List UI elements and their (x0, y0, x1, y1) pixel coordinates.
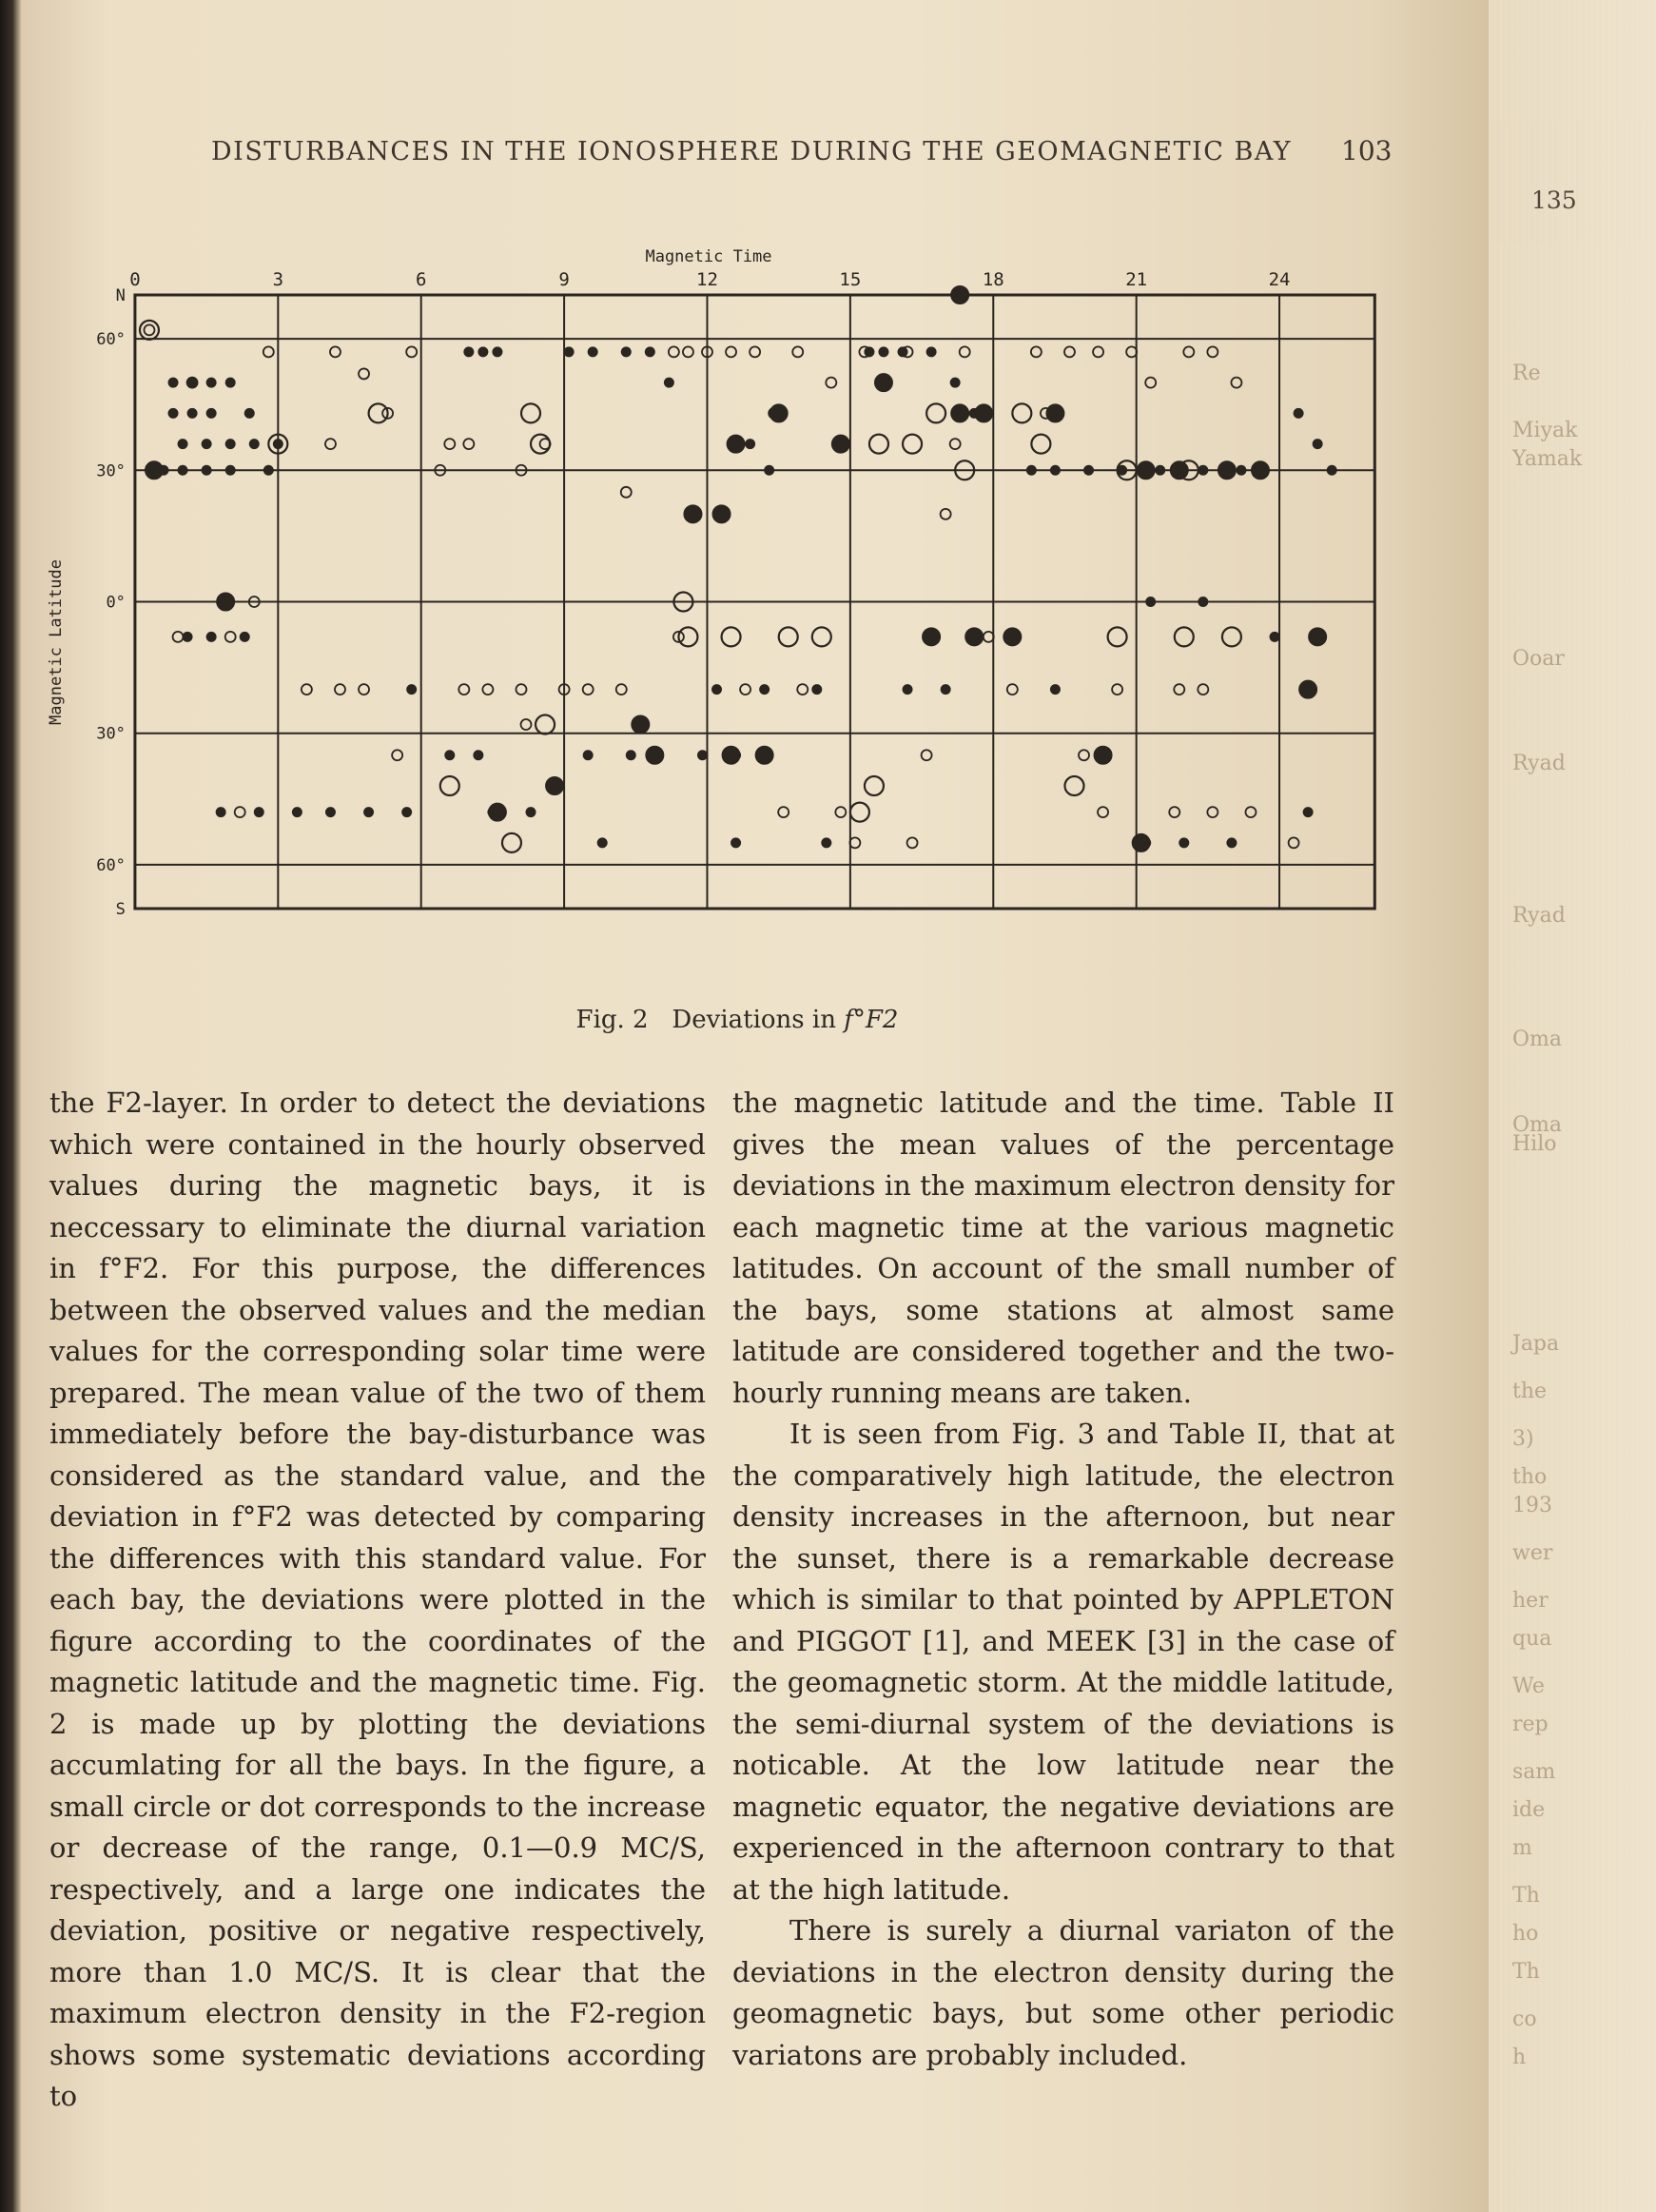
data-point-large-filled (1218, 461, 1236, 480)
data-point-large-open (502, 833, 521, 852)
data-point-small-filled (254, 808, 263, 817)
data-point-large-filled (770, 404, 788, 422)
data-point-large-open (722, 627, 741, 646)
page (21, 0, 1486, 2212)
data-point-large-open (1031, 435, 1050, 454)
ghost-margin-text: tho (1512, 1465, 1548, 1489)
data-point-small-filled (765, 465, 774, 475)
data-point-small-filled (183, 632, 192, 641)
data-point-small-filled (588, 347, 597, 357)
data-point-large-filled (831, 435, 849, 453)
data-point-small-filled (1050, 465, 1060, 475)
data-point-large-filled (1046, 404, 1064, 422)
paragraph: the F2-layer. In order to detect the deviations which were contained in the hourly observed values during the magnetic bays, it is neccessary to eliminate the diurnal variation in f°F2. For this purpose, the differences between the observed values and the median values for the corresponding solar time were prepared. The mean value of the two of them immediately before the bay-disturbance was considered as the standard value, and the deviation in f°F2 was detected by comparing the differences with this standard value. For each bay, the deviations were plotted in the figure according to the coordinates of the magnetic latitude and the magnetic time. Fig. 2 is made up by plotting the deviations accumlating for all the bays. In the figure, a small circle or dot corresponds to the increase or decrease of the range, 0.1—0.9 MC/S, respectively, and a large one indicates the deviation, positive or negative respectively, more than 1.0 MC/S. It is clear that the maximum electron density in the F2-region shows some systematic deviations according to (49, 1086, 706, 2112)
data-point-small-open (235, 807, 245, 817)
data-point-small-filled (464, 347, 474, 357)
data-point-small-filled (244, 408, 254, 418)
data-point-small-open (1231, 378, 1241, 388)
data-point-large-open (1012, 403, 1031, 422)
data-point-small-filled (1270, 632, 1279, 641)
data-point-large-filled (546, 777, 564, 795)
data-point-small-open (669, 346, 679, 357)
data-point-small-open (1169, 807, 1179, 817)
data-point-small-open (960, 346, 970, 357)
ghost-margin-text: Ryad (1512, 752, 1566, 775)
data-point-small-open (740, 684, 750, 695)
caption-prefix: Fig. 2 (575, 1006, 649, 1034)
data-point-small-filled (249, 440, 259, 449)
data-point-large-filled (145, 461, 163, 480)
data-point-small-filled (1084, 465, 1094, 475)
data-point-small-open (1064, 346, 1075, 357)
data-point-large-filled (755, 746, 773, 764)
data-point-small-open (797, 684, 808, 695)
data-point-large-filled (951, 286, 969, 304)
data-point-small-open (1007, 684, 1018, 695)
paragraph: the magnetic latitude and the time. Table II gives the mean values of the percentage deviations in the maximum electron density for each magnetic time at the various magnetic latitudes. On account of the small number of the bays, some stations at almost same latitude are considered together and the two-hourly running means are taken. (732, 1086, 1394, 1409)
ghost-margin-text: Ooar (1512, 647, 1565, 671)
data-point-small-open (359, 368, 369, 379)
data-point-large-filled (975, 404, 993, 422)
data-point-small-open (463, 439, 474, 449)
data-point-large-filled (1132, 833, 1150, 852)
data-point-small-filled (187, 408, 197, 418)
data-point-large-open (1175, 627, 1194, 646)
data-point-large-filled (1170, 461, 1188, 480)
data-point-large-open (850, 803, 869, 822)
x-tick-label: 0 (129, 269, 141, 290)
data-point-small-filled (263, 465, 273, 475)
data-point-small-filled (1303, 808, 1313, 817)
data-point-small-filled (493, 347, 502, 357)
data-point-large-filled (951, 404, 969, 422)
data-point-large-filled (965, 628, 984, 646)
data-point-small-filled (445, 751, 455, 760)
y-tick-label: S (115, 900, 126, 919)
data-point-large-open (869, 435, 888, 454)
data-point-small-open (520, 719, 531, 730)
data-point-small-filled (178, 440, 187, 449)
data-point-small-filled (564, 347, 574, 357)
data-point-small-filled (583, 751, 593, 760)
figure-caption (57, 1006, 1417, 1034)
data-point-large-filled (923, 628, 941, 646)
ghost-margin-text: Oma (1512, 1113, 1563, 1137)
data-point-small-filled (1227, 838, 1237, 848)
data-point-small-filled (206, 632, 216, 641)
data-point-small-open (406, 346, 417, 357)
x-tick-label: 6 (415, 269, 427, 290)
data-point-small-filled (1237, 465, 1246, 475)
ghost-margin-text: Oma (1512, 1028, 1563, 1051)
data-point-small-open (516, 684, 526, 695)
data-point-small-filled (1050, 685, 1060, 695)
data-point-small-open (1289, 837, 1299, 848)
data-point-large-open (440, 776, 459, 795)
data-point-small-filled (1156, 465, 1165, 475)
ghost-margin-text: m (1512, 1836, 1532, 1860)
data-point-small-filled (187, 378, 197, 387)
ghost-margin-text: Japa (1512, 1332, 1560, 1356)
next-page-ghost-text (1493, 0, 1655, 2212)
data-point-small-open (1198, 684, 1208, 695)
ghost-margin-text: the (1512, 1380, 1548, 1403)
data-point-small-filled (526, 808, 536, 817)
ghost-margin-text: Miyak (1512, 419, 1578, 442)
data-point-small-open (444, 439, 455, 449)
data-point-small-filled (731, 838, 741, 848)
data-point-small-filled (225, 465, 235, 475)
ghost-margin-text: We (1512, 1674, 1545, 1698)
data-point-small-open (1245, 807, 1256, 817)
ghost-margin-text: wer (1512, 1541, 1553, 1565)
data-point-small-open (330, 346, 341, 357)
ghost-margin-text: h (1512, 2046, 1527, 2069)
ghost-margin-text: co (1512, 2007, 1537, 2031)
data-point-small-open (335, 684, 345, 695)
data-point-small-filled (478, 347, 488, 357)
y-tick-label: 30° (96, 724, 126, 744)
data-point-large-filled (217, 593, 235, 611)
data-point-large-open (903, 435, 922, 454)
data-point-small-filled (206, 378, 216, 387)
body-left-column (49, 1083, 706, 2118)
data-point-small-open (778, 807, 789, 817)
data-point-large-filled (722, 746, 740, 764)
data-point-small-open (1098, 807, 1108, 817)
ghost-margin-text: Re (1512, 362, 1541, 385)
data-point-small-open (726, 346, 736, 357)
data-point-small-open (792, 346, 803, 357)
data-point-large-open (812, 627, 831, 646)
data-point-small-filled (1198, 597, 1208, 607)
figure-2 (47, 243, 1417, 1034)
data-point-small-open (616, 684, 627, 695)
data-point-small-filled (645, 347, 654, 357)
data-point-small-open (835, 807, 846, 817)
data-point-small-open (907, 837, 918, 848)
data-point-large-open (1222, 627, 1241, 646)
paragraph: It is seen from Fig. 3 and Table II, that at the comparatively high latitude, the electron density increases in the afternoon, but near the sunset, there is a remarkable decrease which is similar to that pointed by APPLETON and PIGGOT [1], and MEEK [3] in the case of the geomagnetic storm. At the middle latitude, the semi-diurnal system of the deviations is noticable. At the low latitude near the magnetic equator, the negative deviations are experienced in the afternoon contrary to that at the high latitude. (732, 1418, 1394, 1906)
data-point-small-filled (941, 685, 950, 695)
data-point-large-open (1108, 627, 1127, 646)
data-point-small-filled (1294, 408, 1303, 418)
data-point-small-open (225, 632, 236, 642)
data-point-small-filled (746, 440, 755, 449)
data-point-large-open (536, 715, 555, 734)
ghost-margin-text: her (1512, 1589, 1549, 1613)
data-point-small-filled (273, 440, 282, 449)
data-point-large-open (369, 403, 388, 422)
data-point-large-open (926, 403, 945, 422)
data-point-small-open (359, 684, 369, 695)
caption-symbol: f°F2 (844, 1006, 899, 1034)
ghost-margin-text: ho (1512, 1922, 1539, 1946)
y-axis-title: Magnetic Latitude (47, 559, 66, 725)
data-point-small-filled (168, 408, 178, 418)
x-tick-label: 9 (558, 269, 570, 290)
page-number: 103 (1341, 135, 1393, 166)
data-point-small-open (144, 324, 154, 335)
data-point-small-filled (950, 378, 960, 387)
data-point-large-open (678, 627, 697, 646)
data-point-small-open (849, 837, 860, 848)
ghost-margin-text: Th (1512, 1960, 1540, 1984)
data-point-large-open (865, 776, 884, 795)
data-point-small-filled (1146, 597, 1156, 607)
data-point-large-filled (1137, 461, 1155, 480)
data-point-small-filled (168, 378, 178, 387)
caption-text: Deviations in (672, 1006, 836, 1034)
ghost-margin-text: rep (1512, 1713, 1549, 1736)
data-point-small-filled (621, 347, 631, 357)
paragraph: There is surely a diurnal variaton of the deviations in the electron density during the geomagnetic bays, but some other periodic variatons are probably included. (732, 1914, 1394, 2071)
data-point-small-filled (926, 347, 936, 357)
data-point-small-open (1145, 378, 1156, 388)
data-point-small-open (1079, 750, 1089, 760)
y-tick-label: 60° (96, 330, 126, 350)
data-point-small-filled (597, 838, 607, 848)
running-head: DISTURBANCES IN THE IONOSPHERE DURING THE GEOMAGNETIC BAY (211, 137, 1293, 166)
data-point-small-filled (240, 632, 249, 641)
x-axis-title: Magnetic Time (645, 247, 772, 266)
ghost-margin-text: qua (1512, 1627, 1552, 1651)
data-point-large-filled (1003, 628, 1022, 646)
data-point-small-filled (626, 751, 635, 760)
next-page-number: 135 (1531, 186, 1577, 214)
data-point-small-filled (225, 378, 235, 387)
data-point-large-filled (488, 803, 506, 821)
ghost-margin-text: ide (1512, 1798, 1546, 1822)
x-tick-label: 3 (272, 269, 284, 290)
data-point-small-filled (712, 685, 722, 695)
data-point-small-open (302, 684, 312, 695)
book-spine (0, 0, 21, 2212)
ghost-margin-text: sam (1512, 1760, 1556, 1784)
data-point-small-filled (1026, 465, 1036, 475)
data-point-small-filled (903, 685, 912, 695)
deviation-scatter-chart (47, 243, 1417, 994)
x-tick-label: 18 (982, 269, 1004, 290)
data-point-small-filled (474, 751, 483, 760)
data-point-small-open (941, 509, 951, 519)
data-point-small-filled (812, 685, 822, 695)
data-point-small-filled (879, 347, 888, 357)
data-point-large-filled (684, 505, 702, 523)
data-point-small-open (1207, 807, 1218, 817)
data-point-small-filled (1313, 440, 1322, 449)
x-tick-label: 15 (839, 269, 862, 290)
data-point-small-filled (898, 347, 907, 357)
data-point-small-filled (178, 465, 187, 475)
data-point-large-filled (712, 505, 731, 523)
data-point-small-open (1031, 346, 1042, 357)
data-point-large-open (779, 627, 798, 646)
data-point-small-filled (1327, 465, 1336, 475)
data-point-small-open (621, 487, 632, 498)
data-point-small-open (458, 684, 469, 695)
data-point-small-open (392, 750, 402, 760)
data-point-large-filled (1309, 628, 1327, 646)
data-point-small-open (922, 750, 932, 760)
data-point-large-filled (1299, 680, 1317, 698)
ghost-margin-text: Hilo (1512, 1132, 1557, 1156)
ghost-margin-text: 3) (1512, 1427, 1534, 1451)
data-point-large-filled (874, 374, 892, 392)
data-point-small-open (683, 346, 693, 357)
ghost-margin-text: Yamak (1512, 447, 1583, 471)
data-point-small-open (1126, 346, 1137, 357)
ghost-margin-text: Ryad (1512, 904, 1566, 928)
data-point-small-open (325, 439, 336, 449)
y-tick-label: N (115, 286, 126, 305)
ghost-margin-text: 193 (1512, 1494, 1552, 1517)
data-point-small-filled (402, 808, 412, 817)
data-point-small-filled (407, 685, 417, 695)
data-point-small-filled (1179, 838, 1189, 848)
data-point-large-filled (632, 715, 650, 734)
data-point-small-filled (292, 808, 302, 817)
data-point-large-open (1064, 776, 1083, 795)
data-point-large-filled (1252, 461, 1270, 480)
data-point-small-open (984, 632, 994, 642)
x-tick-label: 24 (1268, 269, 1291, 290)
data-point-small-filled (822, 838, 831, 848)
data-point-small-filled (697, 751, 707, 760)
data-point-small-open (1183, 346, 1194, 357)
y-tick-label: 30° (96, 461, 126, 481)
body-right-column (732, 1083, 1394, 2076)
data-point-large-open (521, 403, 540, 422)
data-point-small-open (1174, 684, 1184, 695)
data-point-large-filled (1094, 746, 1112, 764)
data-point-small-filled (225, 440, 235, 449)
x-tick-label: 12 (696, 269, 718, 290)
data-point-small-filled (865, 347, 874, 357)
data-point-large-open (140, 321, 159, 340)
data-point-large-filled (727, 435, 745, 453)
data-point-small-filled (664, 378, 673, 387)
data-point-small-open (482, 684, 493, 695)
data-point-small-filled (364, 808, 374, 817)
data-point-small-open (1207, 346, 1218, 357)
y-tick-label: 60° (96, 855, 126, 875)
data-point-small-filled (202, 465, 211, 475)
data-point-small-filled (1198, 465, 1208, 475)
x-tick-label: 21 (1125, 269, 1148, 290)
data-point-small-open (826, 378, 836, 388)
data-point-large-filled (646, 746, 664, 764)
data-point-small-open (173, 632, 184, 642)
data-point-small-open (950, 439, 961, 449)
data-point-small-filled (216, 808, 225, 817)
data-point-small-open (1093, 346, 1103, 357)
data-point-small-filled (202, 440, 211, 449)
ghost-margin-text: Th (1512, 1884, 1540, 1908)
data-point-small-open (583, 684, 594, 695)
y-tick-label: 0° (106, 593, 126, 613)
data-point-small-open (750, 346, 760, 357)
data-point-small-filled (325, 808, 335, 817)
data-point-small-open (1112, 684, 1122, 695)
data-point-small-filled (206, 408, 216, 418)
data-point-small-filled (760, 685, 770, 695)
data-point-small-open (263, 346, 274, 357)
